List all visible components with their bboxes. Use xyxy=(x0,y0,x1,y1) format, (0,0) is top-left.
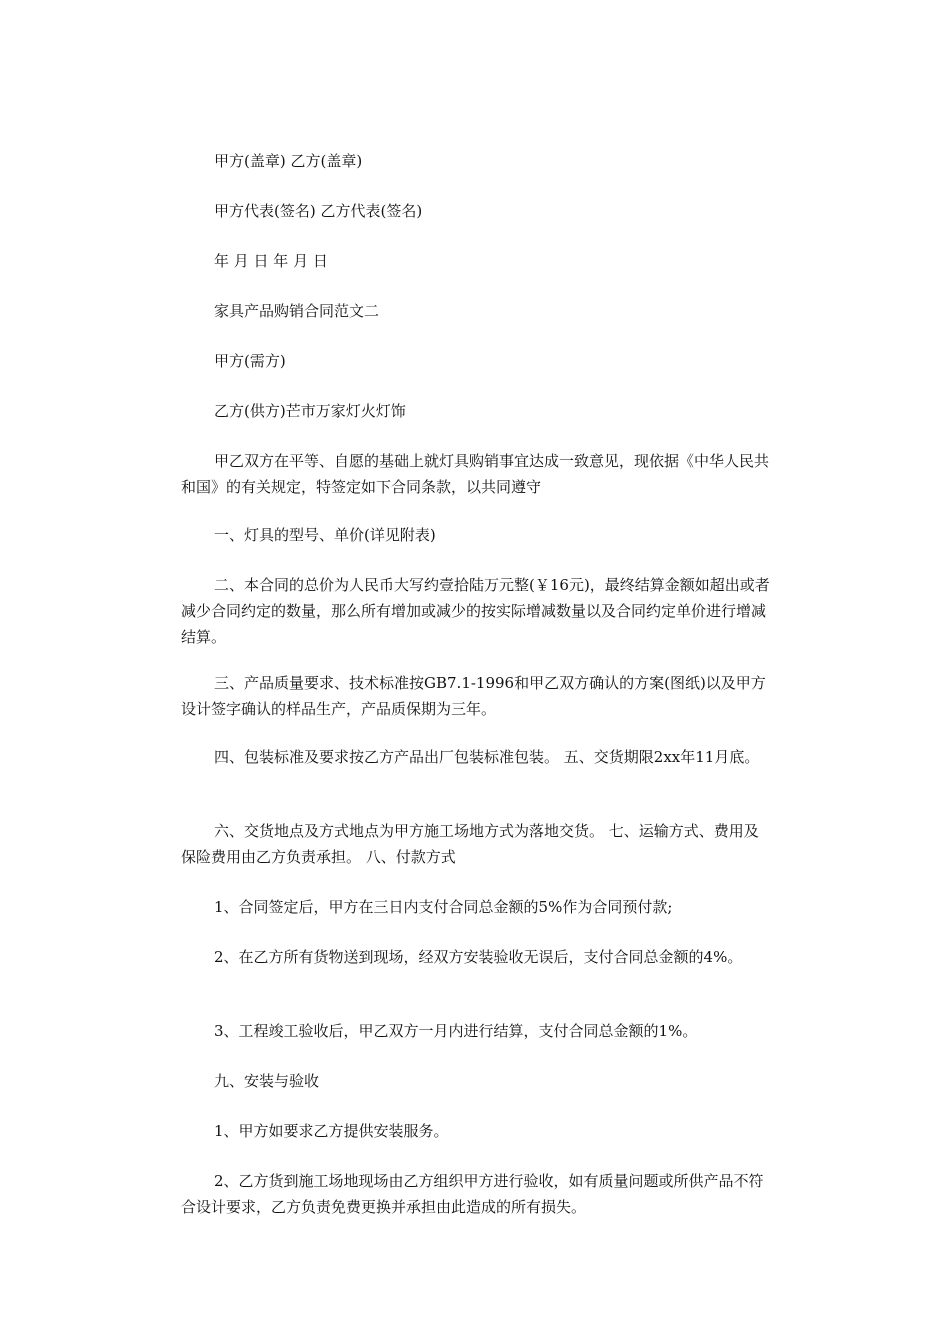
signature-line-representative: 甲方代表(签名) 乙方代表(签名) xyxy=(214,202,423,220)
clause-9-heading: 九、安装与验收 xyxy=(214,1072,320,1090)
installation-item-2: 2、乙方货到施工场地现场由乙方组织甲方进行验收，如有质量问题或所供产品不符合设计要求，乙方负责免费更换并承担由此造成的所有损失。 xyxy=(181,1172,764,1216)
clause-4-5: 四、包装标准及要求按乙方产品出厂包装标准包装。 五、交货期限2xx年11月底。 xyxy=(214,748,760,766)
clause-3: 三、产品质量要求、技术标准按GB7.1-1996和甲乙双方确认的方案(图纸)以及甲方设计签字确认的样品生产，产品质保期为三年。 xyxy=(181,674,766,718)
clause-1: 一、灯具的型号、单价(详见附表) xyxy=(214,526,436,544)
signature-line-seal: 甲方(盖章) 乙方(盖章) xyxy=(214,152,363,170)
clause-6-7-8: 六、交货地点及方式地点为甲方施工场地方式为落地交货。 七、运输方式、费用及保险费用由乙方负责承担。 八、付款方式 xyxy=(181,822,759,866)
payment-item-3: 3、工程竣工验收后，甲乙双方一月内进行结算，支付合同总金额的1%。 xyxy=(214,1022,698,1040)
signature-line-date: 年 月 日 年 月 日 xyxy=(214,252,328,270)
payment-item-2: 2、在乙方所有货物送到现场，经双方安装验收无误后，支付合同总金额的4%。 xyxy=(214,948,743,966)
installation-item-1: 1、甲方如要求乙方提供安装服务。 xyxy=(214,1122,449,1140)
clause-2: 二、本合同的总价为人民币大写约壹拾陆万元整(￥16元)，最终结算金额如超出或者减少合同约定的数量，那么所有增加或减少的按实际增减数量以及合同约定单价进行增减结算。 xyxy=(181,576,770,646)
party-b-line: 乙方(供方)芒市万家灯火灯饰 xyxy=(214,402,406,420)
payment-item-1: 1、合同签定后，甲方在三日内支付合同总金额的5%作为合同预付款; xyxy=(214,898,673,916)
section-heading: 家具产品购销合同范文二 xyxy=(214,302,380,320)
party-a-line: 甲方(需方) xyxy=(214,352,286,370)
preamble-paragraph: 甲乙双方在平等、自愿的基础上就灯具购销事宜达成一致意见，现依据《中华人民共和国》的有关规定，特签定如下合同条款，以共同遵守 xyxy=(181,452,770,496)
